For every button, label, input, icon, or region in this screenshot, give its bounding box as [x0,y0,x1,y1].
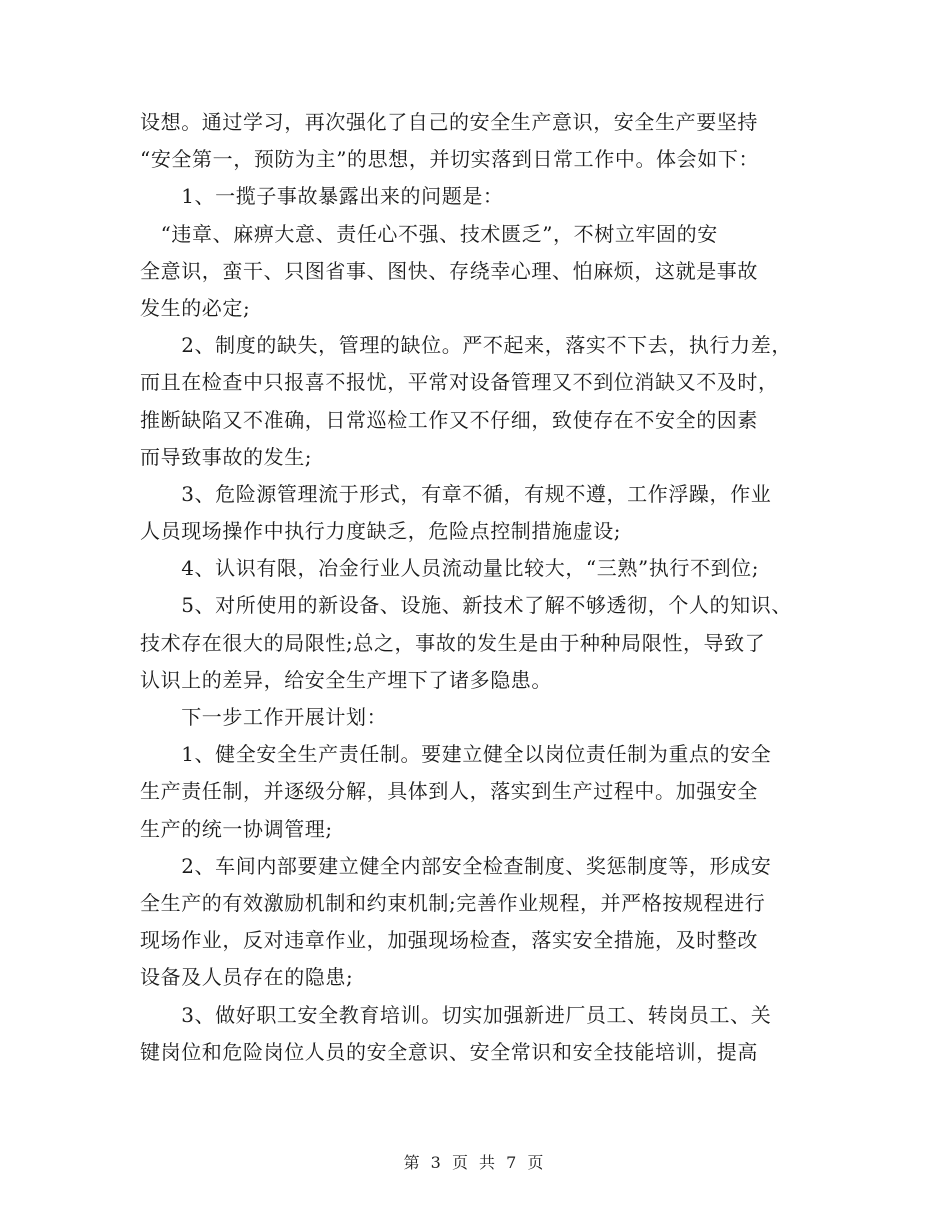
text-line: 而且在检查中只报喜不报忧，平常对设备管理又不到位消缺又不及时， [140,370,779,395]
text-line: 设备及人员存在的隐患; [140,965,354,990]
text-line: 5、对所使用的新设备、设施、新技术了解不够透彻，个人的知识、 [140,593,792,618]
document-body [140,104,820,1071]
text-line: 3、做好职工安全教育培训。切实加强新进厂员工、转岗员工、关 [140,1002,772,1027]
text-line: 3、危险源管理流于形式，有章不循，有规不遵，工作浮躁，作业 [140,481,772,506]
text-line: “安全第一，预防为主”的思想，并切实落到日常工作中。体会如下： [140,147,760,172]
text-line: 下一步工作开展计划： [140,705,388,729]
text-line: 全生产的有效激励机制和约束机制;完善作业规程，并严格按规程进行 [140,890,766,915]
text-line: 而导致事故的发生; [140,444,313,469]
text-line: 推断缺陷又不准确，日常巡检工作又不仔细，致使存在不安全的因素 [140,407,758,432]
text-line: 现场作业，反对违章作业，加强现场检查，落实安全措施，及时整改 [140,928,758,953]
text-line: 1、一揽子事故暴露出来的问题是： [140,184,504,209]
page-number-footer: 第 3 页 共 7 页 [403,1153,547,1172]
text-line: 设想。通过学习，再次强化了自己的安全生产意识，安全生产要坚持 [140,110,758,134]
text-line: 生产的统一协调管理; [140,816,333,841]
text-line: 2、车间内部要建立健全内部安全检查制度、奖惩制度等，形成安 [140,853,772,878]
text-line: “违章、麻痹大意、责任心不强、技术匮乏”，不树立牢固的安 [140,221,718,246]
text-line: 认识上的差异，给安全生产埋下了诸多隐患。 [140,667,552,692]
text-line: 4、认识有限，冶金行业人员流动量比较大，“三熟”执行不到位; [140,556,760,581]
text-line: 技术存在很大的局限性;总之，事故的发生是由于种种局限性，导致了 [140,630,766,655]
text-line: 1、健全安全生产责任制。要建立健全以岗位责任制为重点的安全 [140,742,772,767]
text-line: 生产责任制，并逐级分解，具体到人，落实到生产过程中。加强安全 [140,779,758,804]
text-line: 全意识，蛮干、只图省事、图快、存绕幸心理、怕麻烦，这就是事故 [140,258,758,283]
text-line: 键岗位和危险岗位人员的安全意识、安全常识和安全技能培训，提高 [140,1039,758,1064]
text-line: 2、制度的缺失，管理的缺位。严不起来，落实不下去，执行力差， [140,333,792,358]
text-line: 人员现场操作中执行力度缺乏，危险点控制措施虚设; [140,519,622,544]
text-line: 发生的必定; [140,295,251,320]
